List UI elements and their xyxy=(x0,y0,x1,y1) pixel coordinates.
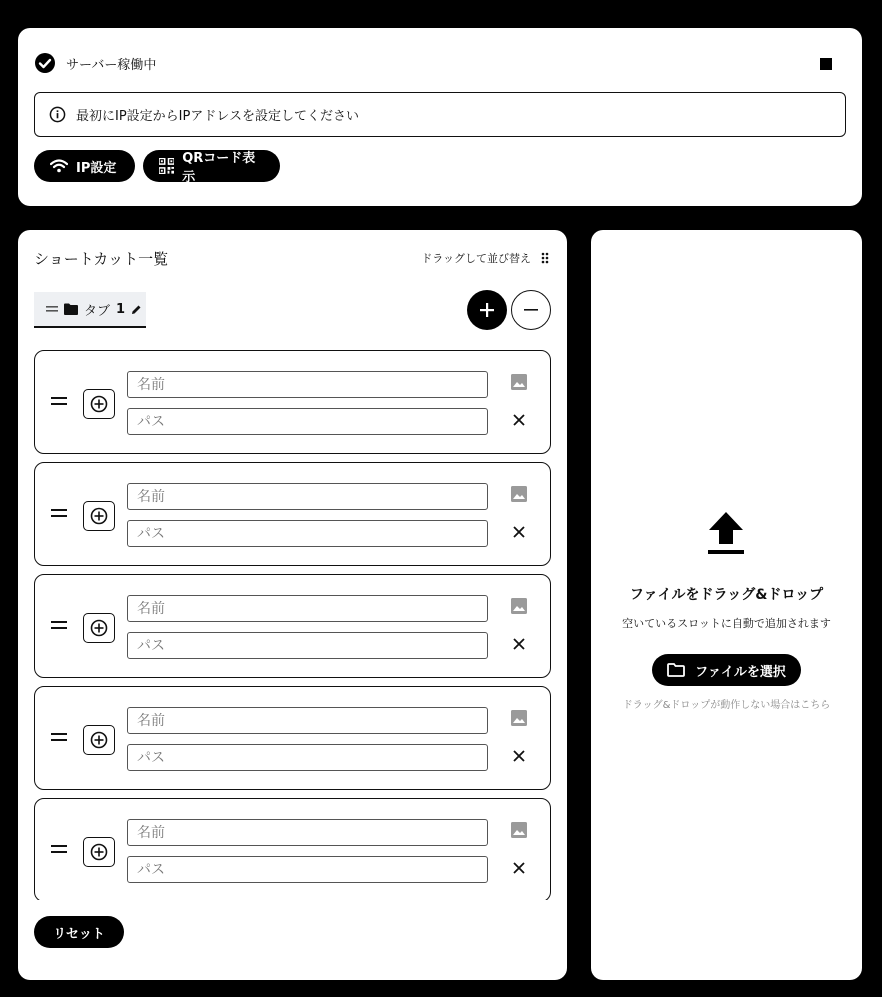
folder-outline-icon xyxy=(667,663,685,677)
drag-handle-icon[interactable] xyxy=(51,619,67,631)
server-status-card xyxy=(18,28,862,206)
shortcut-name-input[interactable] xyxy=(127,595,488,622)
qr-code-icon xyxy=(159,158,174,174)
plus-circle-icon xyxy=(90,619,108,637)
plus-circle-icon xyxy=(90,731,108,749)
image-icon[interactable] xyxy=(511,374,527,390)
add-icon-button[interactable] xyxy=(83,389,115,419)
upload-icon xyxy=(706,510,746,556)
stop-server-button[interactable] xyxy=(820,58,832,70)
image-icon[interactable] xyxy=(511,598,527,614)
close-icon[interactable] xyxy=(513,862,525,874)
minus-icon xyxy=(524,309,538,311)
shortcut-row xyxy=(34,350,551,454)
image-icon[interactable] xyxy=(511,822,527,838)
add-icon-button[interactable] xyxy=(83,613,115,643)
drop-zone-title: ファイルをドラッグ&ドロップ xyxy=(629,587,824,603)
add-icon-button[interactable] xyxy=(83,725,115,755)
remove-tab-button[interactable] xyxy=(511,290,551,330)
check-circle-icon xyxy=(34,52,56,74)
shortcut-row xyxy=(34,686,551,790)
shortcut-row xyxy=(34,574,551,678)
shortcut-row xyxy=(34,462,551,566)
server-status-text: サーバー稼働中 xyxy=(66,57,157,73)
reset-button[interactable]: リセット xyxy=(34,916,124,948)
shortcut-path-input[interactable] xyxy=(127,744,488,771)
ip-settings-button[interactable] xyxy=(34,150,135,182)
shortcut-name-input[interactable] xyxy=(127,483,488,510)
plus-circle-icon xyxy=(90,843,108,861)
qr-code-label: QRコード表示 xyxy=(182,151,256,185)
edit-pencil-icon[interactable] xyxy=(131,304,142,315)
select-file-button[interactable] xyxy=(652,654,801,686)
shortcut-path-input[interactable] xyxy=(127,856,488,883)
ip-settings-label: IP設定 xyxy=(76,160,117,176)
shortcut-list-title: ショートカット一覧 xyxy=(34,250,169,268)
plus-icon xyxy=(480,303,494,317)
image-icon[interactable] xyxy=(511,710,527,726)
file-drop-zone[interactable] xyxy=(591,230,862,980)
add-icon-button[interactable] xyxy=(83,501,115,531)
image-icon[interactable] xyxy=(511,486,527,502)
shortcut-rows[interactable] xyxy=(34,350,551,900)
shortcut-path-input[interactable] xyxy=(127,632,488,659)
drag-handle-icon[interactable] xyxy=(51,843,67,855)
drag-handle-icon[interactable] xyxy=(51,507,67,519)
plus-circle-icon xyxy=(90,507,108,525)
select-file-label: ファイルを選択 xyxy=(695,664,786,680)
drag-sort-hint-text: ドラッグして並び替え xyxy=(421,252,531,265)
drag-dots-icon xyxy=(541,252,549,264)
close-icon[interactable] xyxy=(513,414,525,426)
drag-handle-icon xyxy=(46,305,58,313)
shortcut-path-input[interactable] xyxy=(127,520,488,547)
info-icon xyxy=(49,106,66,123)
shortcut-name-input[interactable] xyxy=(127,819,488,846)
shortcut-list-card xyxy=(18,230,567,980)
add-icon-button[interactable] xyxy=(83,837,115,867)
drag-handle-icon[interactable] xyxy=(51,731,67,743)
shortcut-name-input[interactable] xyxy=(127,371,488,398)
qr-code-button[interactable] xyxy=(143,150,280,185)
drop-zone-subtitle: 空いているスロットに自動で追加されます xyxy=(622,617,831,630)
server-status xyxy=(34,52,156,74)
close-icon[interactable] xyxy=(513,750,525,762)
tab-number: 1 xyxy=(116,301,126,317)
wifi-icon xyxy=(50,159,68,173)
close-icon[interactable] xyxy=(513,526,525,538)
drag-handle-icon[interactable] xyxy=(51,395,67,407)
shortcut-path-input[interactable] xyxy=(127,408,488,435)
info-message xyxy=(34,92,846,137)
folder-icon xyxy=(64,303,78,315)
drop-fallback-hint: ドラッグ&ドロップが動作しない場合はこちら xyxy=(622,700,831,711)
plus-circle-icon xyxy=(90,395,108,413)
shortcut-row xyxy=(34,798,551,900)
shortcut-name-input[interactable] xyxy=(127,707,488,734)
tab-1[interactable] xyxy=(34,292,146,328)
info-message-text: 最初にIP設定からIPアドレスを設定してください xyxy=(76,109,359,124)
add-tab-button[interactable] xyxy=(467,290,507,330)
close-icon[interactable] xyxy=(513,638,525,650)
drag-sort-hint xyxy=(421,250,549,266)
tab-label: タブ xyxy=(84,303,111,319)
